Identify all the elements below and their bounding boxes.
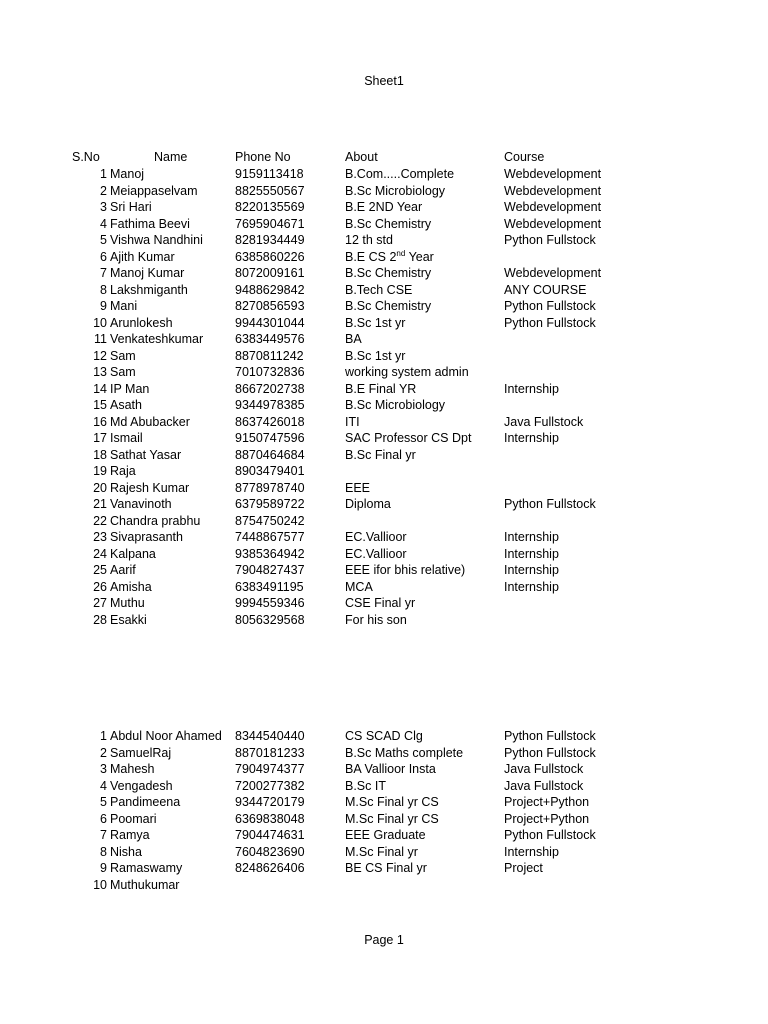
contacts-table-1 — [0, 166, 768, 628]
table-row — [0, 315, 768, 332]
name-cell: Ajith Kumar — [110, 249, 175, 264]
name-cell: Manoj Kumar — [110, 266, 185, 280]
table-row — [0, 860, 768, 877]
name-cell: Vengadesh — [110, 778, 173, 793]
about-cell: B.Sc 1st yr — [345, 348, 406, 363]
table-row — [0, 216, 768, 233]
course-cell: Python Fullstock — [504, 315, 596, 330]
sno-cell: 27 — [93, 596, 107, 610]
course-cell: Project — [504, 861, 543, 875]
sno-cell: 1 — [100, 167, 107, 181]
name-cell: Vishwa Nandhini — [110, 233, 203, 247]
table-row — [0, 562, 768, 579]
phone-cell: 7695904671 — [235, 216, 305, 231]
sno-cell: 9 — [100, 861, 107, 875]
sno-cell: 13 — [93, 365, 107, 379]
sno-cell: 10 — [93, 877, 107, 892]
sno-cell: 19 — [93, 464, 107, 478]
phone-cell: 7904974377 — [235, 762, 305, 776]
sno-cell: 16 — [93, 414, 107, 429]
sno-cell: 17 — [93, 431, 107, 445]
about-cell: B.Sc Microbiology — [345, 398, 446, 412]
course-cell: Webdevelopment — [504, 216, 602, 231]
name-cell: IP Man — [110, 381, 150, 396]
phone-cell: 7904474631 — [235, 828, 305, 842]
about-cell: B.Sc Microbiology — [345, 183, 446, 198]
course-cell: Python Fullstock — [504, 299, 596, 313]
sno-cell: 2 — [100, 745, 107, 760]
sno-cell: 3 — [100, 200, 107, 214]
phone-cell: 7010732836 — [235, 365, 305, 379]
table-row — [0, 827, 768, 844]
phone-cell: 9150747596 — [235, 431, 305, 445]
about-cell: MCA — [345, 579, 373, 594]
phone-cell: 7904827437 — [235, 563, 305, 577]
phone-cell: 8903479401 — [235, 464, 305, 478]
table-row — [0, 794, 768, 811]
about-cell: 12 th std — [345, 233, 393, 247]
table-row — [0, 166, 768, 183]
phone-cell: 7448867577 — [235, 530, 305, 544]
phone-cell: 8667202738 — [235, 381, 305, 396]
about-cell: BA — [345, 332, 362, 346]
table-row — [0, 844, 768, 861]
sno-cell: 26 — [93, 579, 107, 594]
name-cell: Asath — [110, 398, 142, 412]
about-cell: B.E CS 2nd Year — [345, 248, 434, 264]
page-number: Page 1 — [364, 933, 404, 947]
name-cell: Chandra prabhu — [110, 513, 201, 528]
header-sno: S.No — [72, 150, 100, 164]
about-cell: B.Com.....Complete — [345, 167, 455, 181]
about-cell: B.Sc Chemistry — [345, 216, 432, 231]
table-row — [0, 430, 768, 447]
table-row — [0, 232, 768, 249]
table-row — [0, 331, 768, 348]
name-cell: Rajesh Kumar — [110, 480, 190, 495]
course-cell: Python Fullstock — [504, 497, 596, 511]
sno-cell: 25 — [93, 563, 107, 577]
table-row — [0, 546, 768, 563]
phone-cell: 8870811242 — [235, 348, 304, 363]
sno-cell: 4 — [100, 216, 107, 231]
phone-cell: 9344978385 — [235, 398, 305, 412]
phone-cell: 6385860226 — [235, 249, 305, 264]
name-cell: Vanavinoth — [110, 497, 172, 511]
name-cell: Mani — [110, 299, 138, 313]
name-cell: Ramya — [110, 828, 150, 842]
course-cell: Webdevelopment — [504, 167, 602, 181]
name-cell: Lakshmiganth — [110, 282, 188, 297]
name-cell: Ismail — [110, 431, 143, 445]
course-cell: Internship — [504, 546, 559, 561]
table-row — [0, 877, 768, 894]
phone-cell: 6383491195 — [235, 579, 304, 594]
phone-cell: 6383449576 — [235, 332, 305, 346]
sno-cell: 15 — [93, 398, 107, 412]
about-cell: B.Tech CSE — [345, 282, 413, 297]
table-row — [0, 447, 768, 464]
phone-cell: 8637426018 — [235, 414, 305, 429]
phone-cell: 8056329568 — [235, 612, 305, 627]
phone-cell: 9344720179 — [235, 795, 305, 809]
about-cell: M.Sc Final yr CS — [345, 811, 439, 826]
course-cell: Webdevelopment — [504, 266, 602, 280]
table-row — [0, 579, 768, 596]
table-row — [0, 381, 768, 398]
sno-cell: 1 — [100, 729, 107, 743]
name-cell: Arunlokesh — [110, 315, 173, 330]
name-cell: Mahesh — [110, 762, 155, 776]
sno-cell: 24 — [93, 546, 107, 561]
phone-cell: 9159113418 — [235, 167, 304, 181]
sno-cell: 14 — [93, 381, 107, 396]
phone-cell: 8870181233 — [235, 745, 305, 760]
sno-cell: 3 — [100, 762, 107, 776]
sno-cell: 6 — [100, 811, 107, 826]
about-cell: B.Sc Chemistry — [345, 266, 432, 280]
name-cell: Kalpana — [110, 546, 156, 561]
about-cell: B.Sc Maths complete — [345, 745, 464, 760]
name-cell: SamuelRaj — [110, 745, 172, 760]
phone-cell: 8825550567 — [235, 183, 305, 198]
about-cell: B.Sc 1st yr — [345, 315, 406, 330]
about-cell: ITI — [345, 414, 360, 429]
phone-cell: 8754750242 — [235, 513, 305, 528]
sno-cell: 10 — [93, 315, 107, 330]
table-row — [0, 463, 768, 480]
name-cell: Aarif — [110, 563, 136, 577]
phone-cell: 8248626406 — [235, 861, 305, 875]
phone-cell: 9994559346 — [235, 596, 305, 610]
sno-cell: 20 — [93, 480, 107, 495]
course-cell: Python Fullstock — [504, 729, 596, 743]
sno-cell: 11 — [94, 332, 107, 346]
sno-cell: 9 — [100, 299, 107, 313]
name-cell: Ramaswamy — [110, 861, 183, 875]
course-cell: ANY COURSE — [504, 282, 587, 297]
phone-cell: 8072009161 — [235, 266, 305, 280]
course-cell: Internship — [504, 431, 559, 445]
table-row — [0, 612, 768, 629]
sno-cell: 7 — [100, 266, 107, 280]
sno-cell: 4 — [100, 778, 107, 793]
course-cell: Internship — [504, 844, 559, 859]
phone-cell: 8778978740 — [235, 480, 305, 495]
about-cell: B.Sc Chemistry — [345, 299, 432, 313]
course-cell: Internship — [504, 381, 559, 396]
course-cell: Internship — [504, 530, 559, 544]
about-cell: Diploma — [345, 497, 391, 511]
name-cell: Esakki — [110, 612, 147, 627]
course-cell: Java Fullstock — [504, 762, 584, 776]
sno-cell: 8 — [100, 282, 107, 297]
table-row — [0, 364, 768, 381]
course-cell: Java Fullstock — [504, 778, 584, 793]
about-cell: M.Sc Final yr — [345, 844, 418, 859]
name-cell: Sri Hari — [110, 200, 152, 214]
header-course: Course — [504, 150, 545, 164]
table-row — [0, 811, 768, 828]
table-row — [0, 728, 768, 745]
phone-cell: 6369838048 — [235, 811, 305, 826]
course-cell: Webdevelopment — [504, 183, 602, 198]
phone-cell: 7604823690 — [235, 844, 305, 859]
name-cell: Sivaprasanth — [110, 530, 183, 544]
about-cell: EEE — [345, 480, 371, 495]
table-row — [0, 397, 768, 414]
sno-cell: 28 — [93, 612, 107, 627]
sno-cell: 5 — [100, 795, 107, 809]
name-cell: Pandimeena — [110, 795, 181, 809]
header-phone: Phone No — [235, 150, 291, 164]
about-cell: EC.Vallioor — [345, 546, 407, 561]
name-cell: Sam — [110, 348, 136, 363]
about-cell: BA Vallioor Insta — [345, 762, 436, 776]
course-cell: Python Fullstock — [504, 745, 596, 760]
phone-cell: 9944301044 — [235, 315, 305, 330]
sno-cell: 22 — [93, 513, 107, 528]
sno-cell: 6 — [100, 249, 107, 264]
phone-cell: 9488629842 — [235, 282, 305, 297]
course-cell: Java Fullstock — [504, 414, 584, 429]
table-row — [0, 249, 768, 266]
table-row — [0, 298, 768, 315]
name-cell: Poomari — [110, 811, 157, 826]
phone-cell: 8870464684 — [235, 447, 305, 462]
course-cell: Internship — [504, 563, 559, 577]
about-cell: B.Sc Final yr — [345, 447, 416, 462]
course-cell: Python Fullstock — [504, 233, 596, 247]
sno-cell: 12 — [93, 348, 107, 363]
about-cell: For his son — [345, 612, 407, 627]
table-row — [0, 513, 768, 530]
name-cell: Sathat Yasar — [110, 447, 182, 462]
sno-cell: 18 — [93, 447, 107, 462]
about-cell: CS SCAD Clg — [345, 729, 423, 743]
table-row — [0, 595, 768, 612]
table-row — [0, 529, 768, 546]
table-row — [0, 761, 768, 778]
about-cell: B.Sc IT — [345, 778, 386, 793]
sno-cell: 5 — [100, 233, 107, 247]
name-cell: Sam — [110, 365, 136, 379]
phone-cell: 8281934449 — [235, 233, 305, 247]
sno-cell: 23 — [93, 530, 107, 544]
course-cell: Python Fullstock — [504, 828, 596, 842]
name-cell: Raja — [110, 464, 136, 478]
name-cell: Fathima Beevi — [110, 216, 190, 231]
phone-cell: 8270856593 — [235, 299, 305, 313]
course-cell: Webdevelopment — [504, 200, 602, 214]
header-name: Name — [154, 150, 188, 164]
header-about: About — [345, 150, 378, 164]
sno-cell: 21 — [93, 497, 107, 511]
phone-cell: 9385364942 — [235, 546, 305, 561]
course-cell: Project+Python — [504, 811, 590, 826]
about-cell: EEE Graduate — [345, 828, 426, 842]
course-cell: Internship — [504, 579, 559, 594]
name-cell: Manoj — [110, 167, 145, 181]
table-row — [0, 778, 768, 795]
name-cell: Abdul Noor Ahamed — [110, 729, 222, 743]
name-cell: Md Abubacker — [110, 414, 190, 429]
about-cell: B.E 2ND Year — [345, 200, 423, 214]
course-cell: Project+Python — [504, 795, 590, 809]
about-cell: BE CS Final yr — [345, 861, 427, 875]
table-row — [0, 745, 768, 762]
name-cell: Muthukumar — [110, 877, 180, 892]
sno-cell: 7 — [100, 828, 107, 842]
table-row — [0, 414, 768, 431]
about-cell: working system admin — [345, 365, 469, 379]
about-cell: SAC Professor CS Dpt — [345, 431, 472, 445]
table-row — [0, 199, 768, 216]
about-cell: CSE Final yr — [345, 596, 416, 610]
about-cell: EC.Vallioor — [345, 530, 407, 544]
phone-cell: 8220135569 — [235, 200, 305, 214]
table-row — [0, 265, 768, 282]
table-row — [0, 480, 768, 497]
phone-cell: 7200277382 — [235, 778, 305, 793]
name-cell: Amisha — [110, 579, 152, 594]
about-cell: M.Sc Final yr CS — [345, 795, 439, 809]
table-row — [0, 496, 768, 513]
sno-cell: 2 — [100, 183, 107, 198]
sno-cell: 8 — [100, 844, 107, 859]
name-cell: Muthu — [110, 596, 145, 610]
name-cell: Nisha — [110, 844, 142, 859]
about-cell: EEE ifor bhis relative) — [345, 563, 466, 577]
phone-cell: 8344540440 — [235, 729, 305, 743]
name-cell: Venkateshkumar — [110, 332, 204, 346]
table-row — [0, 183, 768, 200]
contacts-table-2 — [0, 728, 768, 893]
sheet-title: Sheet1 — [364, 74, 404, 88]
about-cell: B.E Final YR — [345, 381, 417, 396]
name-cell: Meiappaselvam — [110, 183, 198, 198]
phone-cell: 6379589722 — [235, 497, 305, 511]
table-row — [0, 348, 768, 365]
table-row — [0, 282, 768, 299]
